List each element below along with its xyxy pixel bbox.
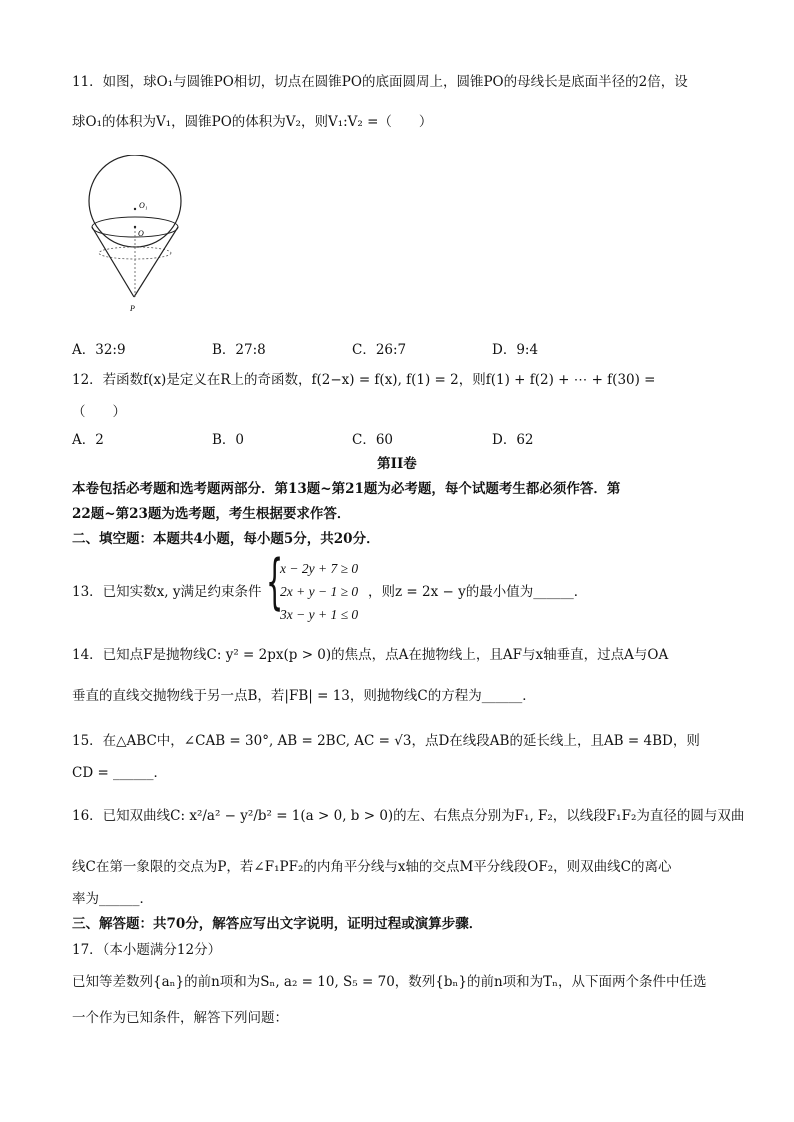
q13-constraint-1: x − 2y + 7 ≥ 0 — [280, 561, 359, 576]
q11-option-d: D．9:4 — [492, 342, 539, 358]
q12-option-a: A．2 — [72, 432, 104, 448]
q11-line1: 11．如图，球O₁与圆锥PO相切，切点在圆锥PO的底面圆周上，圆锥PO的母线长是底面半径的2倍，设 — [72, 74, 688, 90]
section2-title: 第II卷 — [377, 456, 417, 472]
q12-line2: （ ） — [72, 404, 126, 420]
section2-intro-line1: 本卷包括必考题和选考题两部分．第13题~第21题为必考题，每个试题考生都必须作答．第 — [72, 481, 621, 497]
q13-constraint-3: 3x − y + 1 ≤ 0 — [280, 607, 359, 622]
q17-line1: 已知等差数列{aₙ}的前n项和为Sₙ, a₂ = 10, S₅ = 70，数列{bₙ}的前n项和为Tₙ，从下面两个条件中任选 — [72, 974, 707, 990]
q11-option-c: C．26:7 — [352, 342, 407, 358]
sphere-cone-figure — [82, 155, 192, 315]
label-o1: O₁ — [139, 201, 148, 210]
q12-line1: 12．若函数f(x)是定义在R上的奇函数，f(2−x) = f(x), f(1) = 2，则f(1) + f(2) + ⋯ + f(30) = — [72, 372, 656, 388]
q16-line2: 线C在第一象限的交点为P，若∠F₁PF₂的内角平分线与x轴的交点M平分线段OF₂，则双曲线C的离心 — [72, 859, 672, 875]
q12-option-b: B．0 — [212, 432, 245, 448]
answer-section-heading: 三、解答题：共70分，解答应写出文字说明，证明过程或演算步骤． — [72, 916, 483, 932]
q12-option-d: D．62 — [492, 432, 534, 448]
section2-intro-line2: 22题~第23题为选考题，考生根据要求作答． — [72, 506, 351, 522]
q14-line1: 14．已知点F是抛物线C: y² = 2px(p > 0)的焦点，点A在抛物线上，且AF与x轴垂直，过点A与OA — [72, 647, 669, 663]
q17-title: 17．（本小题满分12分） — [72, 942, 222, 958]
q13-brace: { — [266, 547, 284, 617]
q17-line2: 一个作为已知条件，解答下列问题： — [72, 1010, 288, 1026]
q16-line1: 16．已知双曲线C: x²/a² − y²/b² = 1(a > 0, b > 0)的左、右焦点分别为F₁, F₂，以线段F₁F₂为直径的圆与双曲 — [72, 808, 745, 824]
q15-line2: CD = ______． — [72, 765, 168, 781]
q13-prefix: 13．已知实数x, y满足约束条件 — [72, 584, 262, 600]
fill-blank-heading: 二、填空题：本题共4小题，每小题5分，共20分． — [72, 531, 380, 547]
q14-line2: 垂直的直线交抛物线于另一点B，若|FB| = 13，则抛物线C的方程为______． — [72, 688, 536, 704]
q13-constraints — [280, 557, 358, 626]
q11-line2: 球O₁的体积为V₁，圆锥PO的体积为V₂，则V₁:V₂ =（ ） — [72, 114, 433, 130]
q13-suffix: ，则z = 2x − y的最小值为______． — [368, 584, 588, 600]
q13-constraint-2: 2x + y − 1 ≥ 0 — [280, 584, 359, 599]
q16-line3: 率为______． — [72, 891, 153, 907]
q15-line1: 15．在△ABC中，∠CAB = 30°, AB = 2BC, AC = √3，点D在线段AB的延长线上，且AB = 4BD，则 — [72, 733, 700, 749]
q11-option-b: B．27:8 — [212, 342, 266, 358]
label-p: P — [130, 304, 135, 313]
label-o: O — [138, 229, 144, 238]
q12-option-c: C．60 — [352, 432, 394, 448]
q11-option-a: A．32:9 — [72, 342, 126, 358]
